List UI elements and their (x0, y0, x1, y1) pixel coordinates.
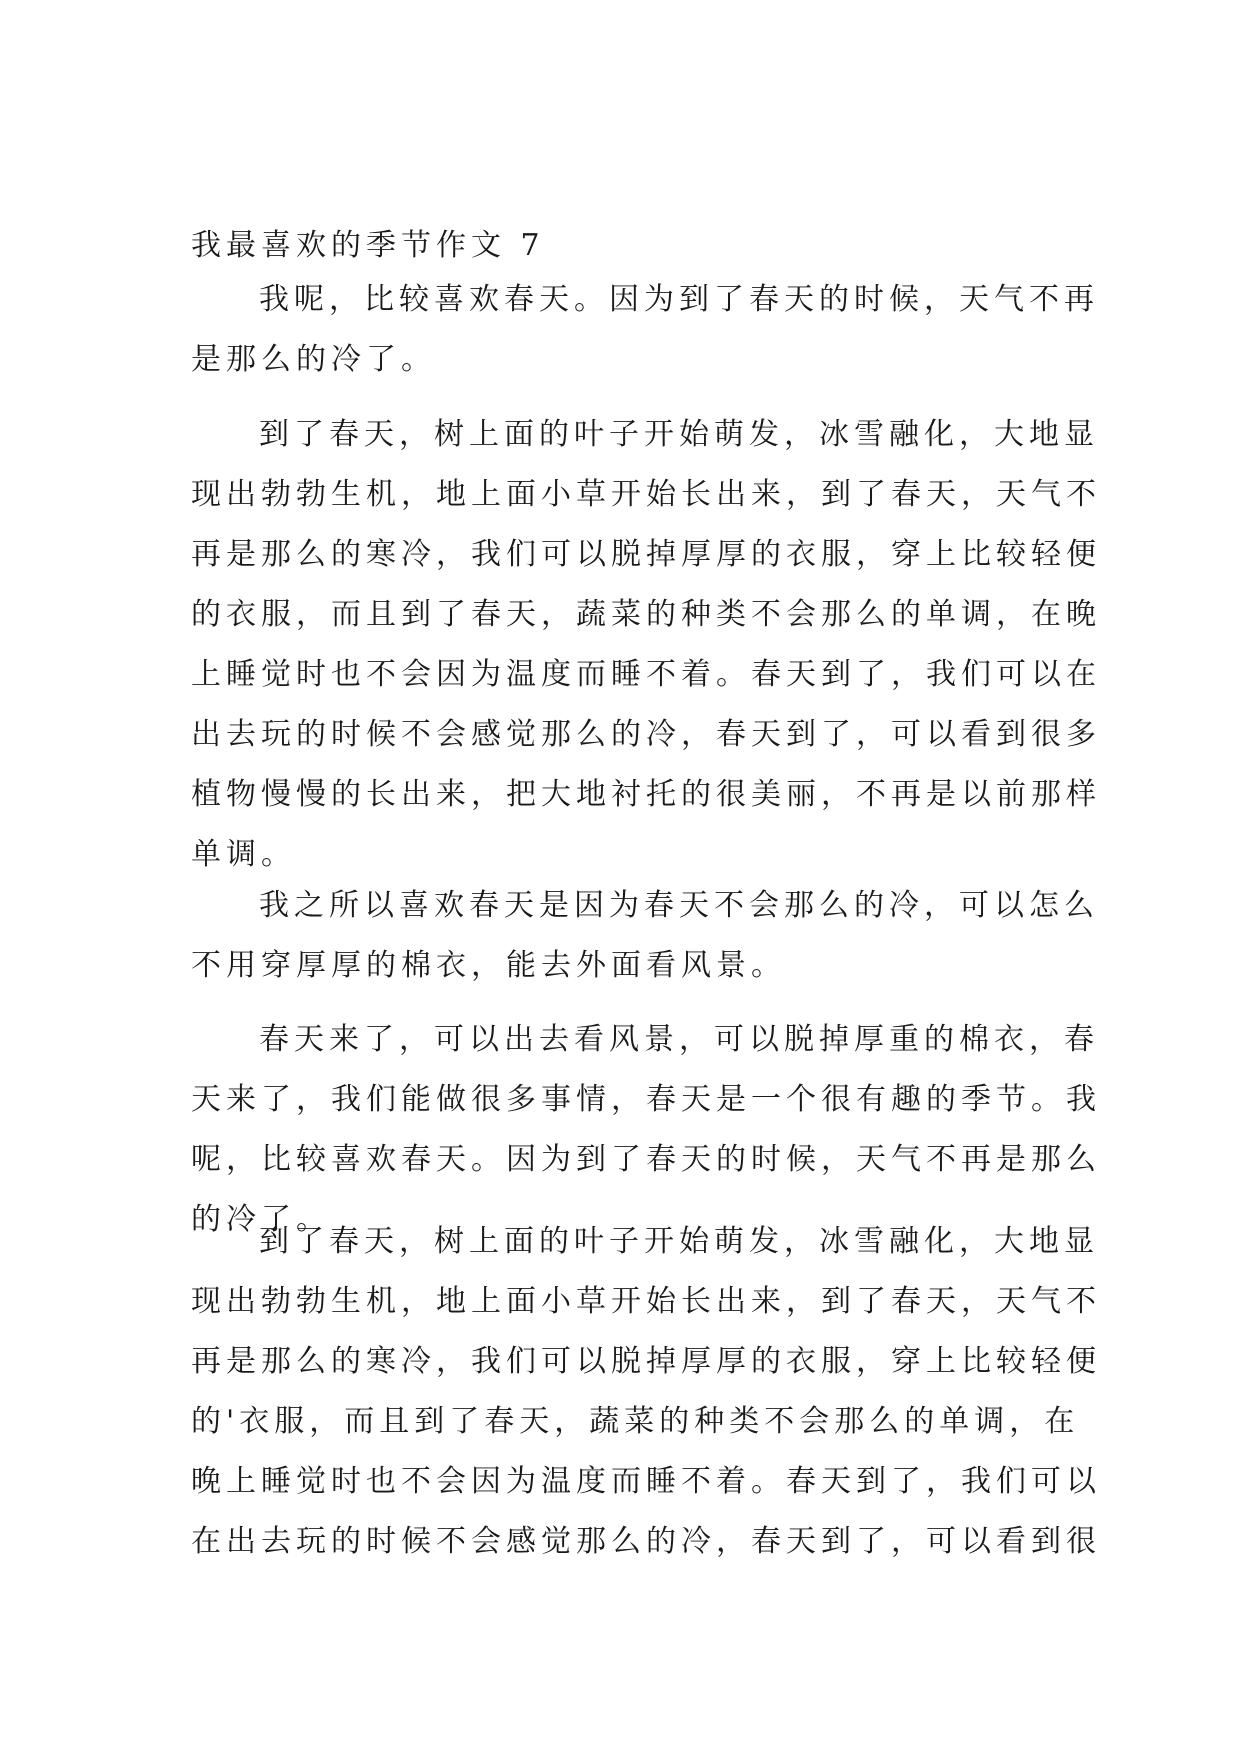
text-line: 上睡觉时也不会因为温度而睡不着。春天到了，我们可以在 (191, 657, 1101, 692)
paragraph-5 (191, 1212, 1101, 1572)
text-line: 出去玩的时候不会感觉那么的冷，春天到了，可以看到很多 (191, 717, 1101, 752)
text-line: 的冷了。 (191, 1202, 331, 1237)
document-page (191, 0, 1101, 1754)
text-line: 春天来了，可以出去看风景，可以脱掉厚重的棉衣，春 (259, 1022, 1099, 1057)
text-line: 我之所以喜欢春天是因为春天不会那么的冷，可以怎么 (259, 888, 1099, 923)
text-line: 天来了，我们能做很多事情，春天是一个很有趣的季节。我 (191, 1082, 1101, 1117)
paragraph-3 (191, 876, 1099, 996)
essay-title: 我最喜欢的季节作文 7 (191, 228, 545, 263)
text-line: 到了春天，树上面的叶子开始萌发，冰雪融化，大地显 (259, 417, 1099, 452)
text-line: 单调。 (191, 837, 296, 872)
text-line: 呢，比较喜欢春天。因为到了春天的时候，天气不再是那么 (191, 1142, 1101, 1177)
text-line: 我呢，比较喜欢春天。因为到了春天的时候，天气不再 (259, 282, 1099, 317)
text-line: 的衣服，而且到了春天，蔬菜的种类不会那么的单调，在晚 (191, 597, 1101, 632)
text-line: 现出勃勃生机，地上面小草开始长出来，到了春天，天气不 (191, 1284, 1101, 1319)
text-line: 再是那么的寒冷，我们可以脱掉厚厚的衣服，穿上比较轻便 (191, 537, 1101, 572)
text-line: 现出勃勃生机，地上面小草开始长出来，到了春天，天气不 (191, 477, 1101, 512)
text-line: 再是那么的寒冷，我们可以脱掉厚厚的衣服，穿上比较轻便 (191, 1344, 1101, 1379)
text-line: 在出去玩的时候不会感觉那么的冷，春天到了，可以看到很 (191, 1524, 1101, 1559)
paragraph-2 (191, 405, 1101, 885)
text-line: 的'衣服，而且到了春天，蔬菜的种类不会那么的单调，在 (191, 1404, 1080, 1439)
text-line: 是那么的冷了。 (191, 342, 436, 377)
text-line: 不用穿厚厚的棉衣，能去外面看风景。 (191, 948, 786, 983)
text-line: 到了春天，树上面的叶子开始萌发，冰雪融化，大地显 (259, 1224, 1099, 1259)
text-line: 植物慢慢的长出来，把大地衬托的很美丽，不再是以前那样 (191, 777, 1101, 812)
paragraph-1 (191, 270, 1099, 390)
text-line: 晚上睡觉时也不会因为温度而睡不着。春天到了，我们可以 (191, 1464, 1101, 1499)
